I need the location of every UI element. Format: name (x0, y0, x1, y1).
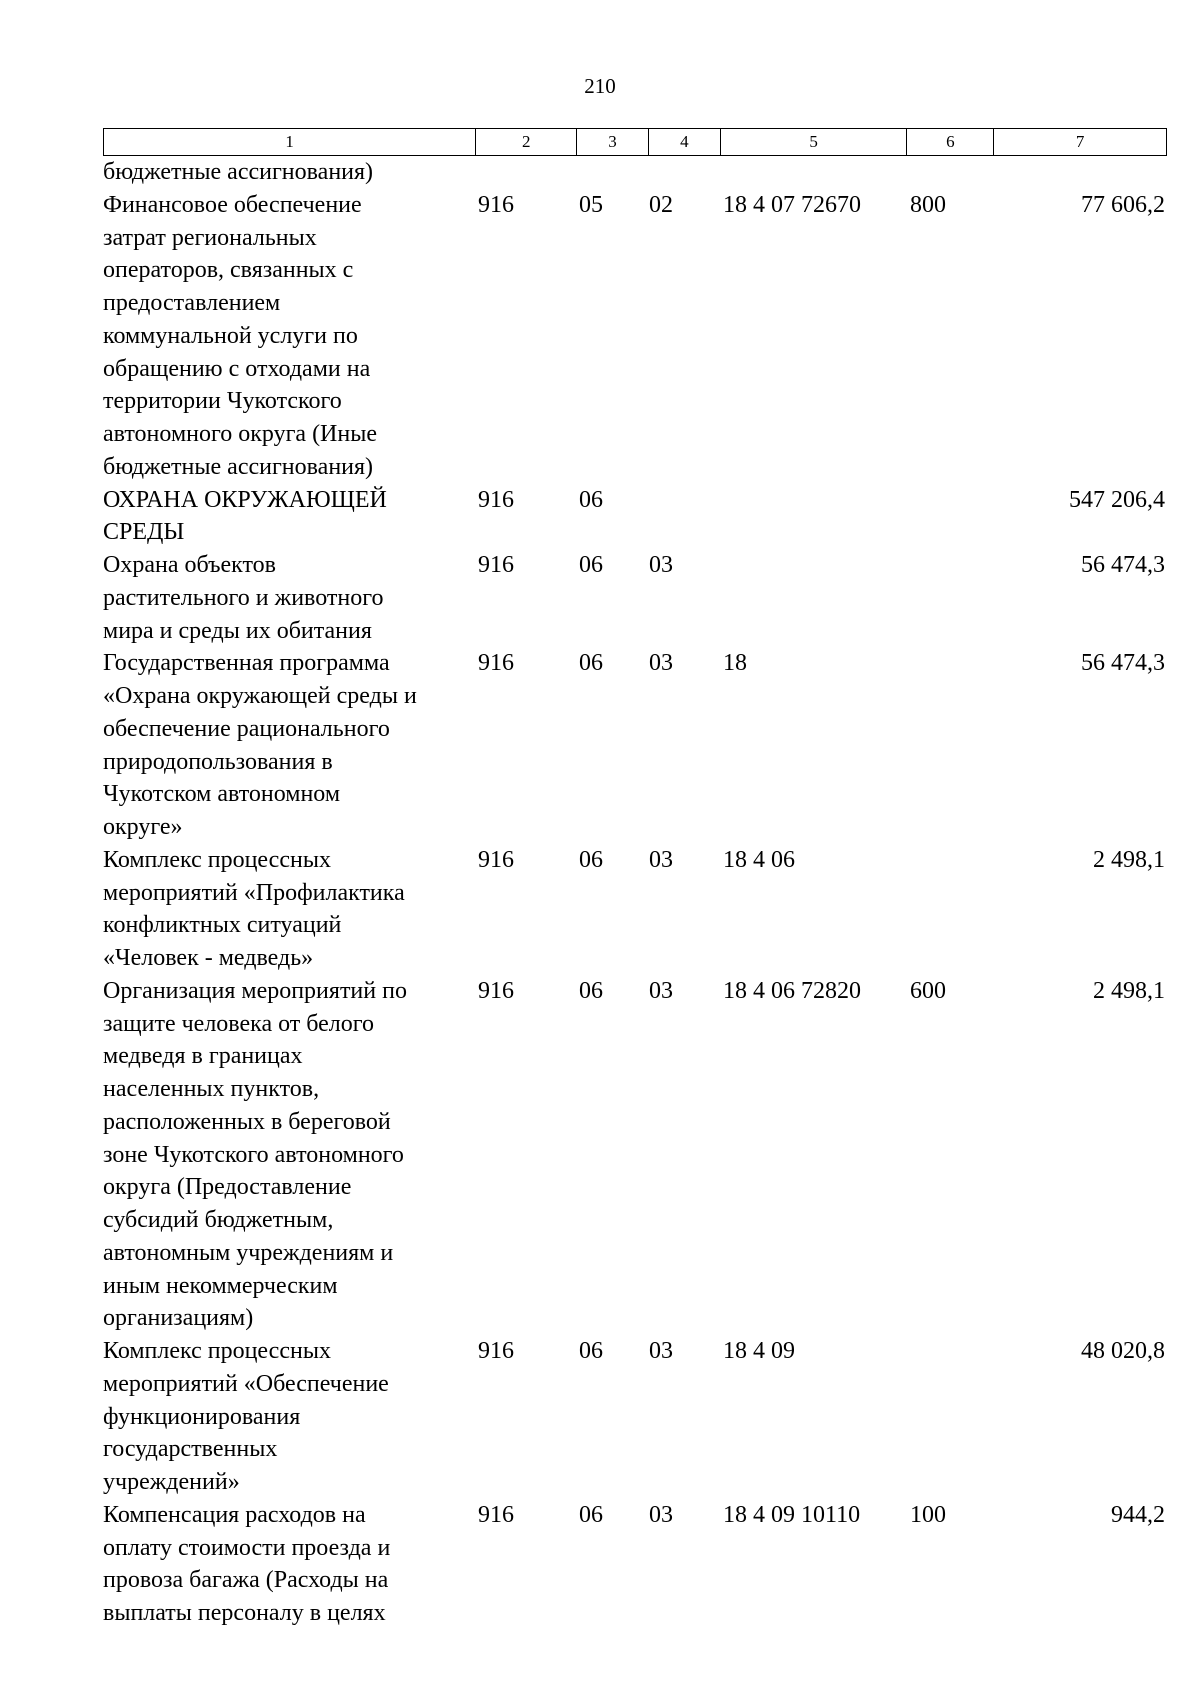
table-row (103, 1335, 1167, 1499)
row-col-3: 06 (579, 1338, 603, 1364)
row-col-4: 03 (649, 1501, 673, 1528)
row-col-2: 916 (478, 486, 514, 513)
row-col-6: 800 (910, 191, 946, 218)
row-col-2 (476, 156, 577, 189)
row-name: Государственная программа «Охрана окружающей среды и обеспечение рационального природопользования в Чукотском автономном округе» (103, 650, 417, 840)
row-name: Компенсация расходов на оплату стоимости проезда и провоза багажа (Расходы на выплаты персоналу в целях (103, 1501, 391, 1626)
row-col-3: 06 (579, 846, 603, 873)
row-name: Комплекс процессных мероприятий «Обеспечение функционирования государственных учреждений» (103, 1338, 389, 1495)
row-col-5 (721, 549, 908, 647)
row-col-4: 03 (649, 977, 673, 1004)
row-col-3: 06 (579, 1501, 603, 1528)
table-row (103, 189, 1167, 484)
row-col-4 (649, 156, 721, 189)
row-amount: 2 498,1 (1093, 846, 1165, 873)
row-amount (995, 156, 1167, 189)
table-body (103, 156, 1167, 1630)
table-row (103, 975, 1167, 1335)
row-col-5: 18 4 09 10110 (723, 1501, 861, 1528)
row-name: Комплекс процессных мероприятий «Профилактика конфликтных ситуаций «Человек - медведь» (103, 846, 405, 971)
row-col-3: 06 (579, 552, 603, 578)
row-name: ОХРАНА ОКРУЖАЮЩЕЙ СРЕДЫ (103, 486, 387, 546)
row-name: бюджетные ассигнования) (103, 159, 374, 185)
row-col-6 (908, 1335, 995, 1499)
row-col-2: 916 (478, 1338, 514, 1364)
table-row (103, 484, 1167, 550)
row-amount: 2 498,1 (1093, 977, 1165, 1004)
row-col-3: 06 (579, 486, 603, 513)
row-col-2: 916 (478, 552, 514, 578)
row-col-3: 06 (579, 977, 603, 1004)
row-col-2: 916 (478, 650, 514, 677)
header-col-4: 4 (649, 129, 721, 155)
row-col-5 (721, 484, 908, 550)
row-col-4: 02 (649, 191, 673, 218)
row-col-5: 18 4 09 (723, 1338, 795, 1364)
row-col-5: 18 (723, 650, 747, 677)
header-col-5: 5 (721, 129, 908, 155)
row-col-5: 18 4 06 72820 (723, 977, 861, 1004)
row-col-5 (721, 156, 908, 189)
row-amount: 77 606,2 (1081, 191, 1165, 218)
row-name: Охрана объектов растительного и животного мира и среды их обитания (103, 552, 384, 644)
row-col-6: 600 (910, 977, 946, 1004)
row-col-4: 03 (649, 846, 673, 873)
row-col-6 (908, 484, 995, 550)
row-col-5: 18 4 07 72670 (723, 191, 861, 218)
row-col-4: 03 (649, 552, 673, 578)
row-col-6: 100 (910, 1501, 946, 1528)
table-row (103, 647, 1167, 844)
table-header (103, 128, 1167, 156)
row-col-6 (908, 156, 995, 189)
row-amount: 56 474,3 (1081, 650, 1165, 677)
row-amount: 56 474,3 (1081, 552, 1165, 578)
table-row (103, 844, 1167, 975)
row-amount: 944,2 (1111, 1501, 1165, 1528)
row-col-5: 18 4 06 (723, 846, 795, 873)
row-col-6 (908, 844, 995, 975)
page-number: 210 (584, 74, 616, 98)
row-col-3: 05 (579, 191, 603, 218)
row-col-4: 03 (649, 1338, 673, 1364)
row-name: Организация мероприятий по защите человека от белого медведя в границах населенных пунктов, расположенных в береговой зоне Чукотского автономного округа (Предоставление субсидий бюджетным, автономным учреждениям и иным некоммерческим организациям) (103, 977, 407, 1332)
header-col-7: 7 (1075, 132, 1085, 151)
header-col-2: 2 (476, 129, 577, 155)
row-col-2: 916 (478, 977, 514, 1004)
table-row (103, 1499, 1167, 1630)
row-amount: 547 206,4 (1069, 486, 1165, 513)
row-col-2: 916 (478, 1501, 514, 1528)
row-name: Финансовое обеспечение затрат региональных операторов, связанных с предоставлением коммунальной услуги по обращению с отходами на территории Чукотского автономного округа (Иные бюджетные ассигнования) (103, 191, 378, 480)
row-col-2: 916 (478, 846, 514, 873)
header-col-3: 3 (577, 129, 649, 155)
header-col-6: 6 (907, 129, 994, 155)
table-row (103, 156, 1167, 189)
header-col-1: 1 (104, 129, 476, 155)
row-col-4 (649, 484, 721, 550)
row-col-6 (908, 647, 995, 844)
row-amount: 48 020,8 (1081, 1338, 1165, 1364)
row-col-2: 916 (478, 191, 514, 218)
row-col-4: 03 (649, 650, 673, 677)
row-col-3: 06 (579, 650, 603, 677)
row-col-6 (908, 549, 995, 647)
row-col-3 (577, 156, 649, 189)
table-row (103, 549, 1167, 647)
